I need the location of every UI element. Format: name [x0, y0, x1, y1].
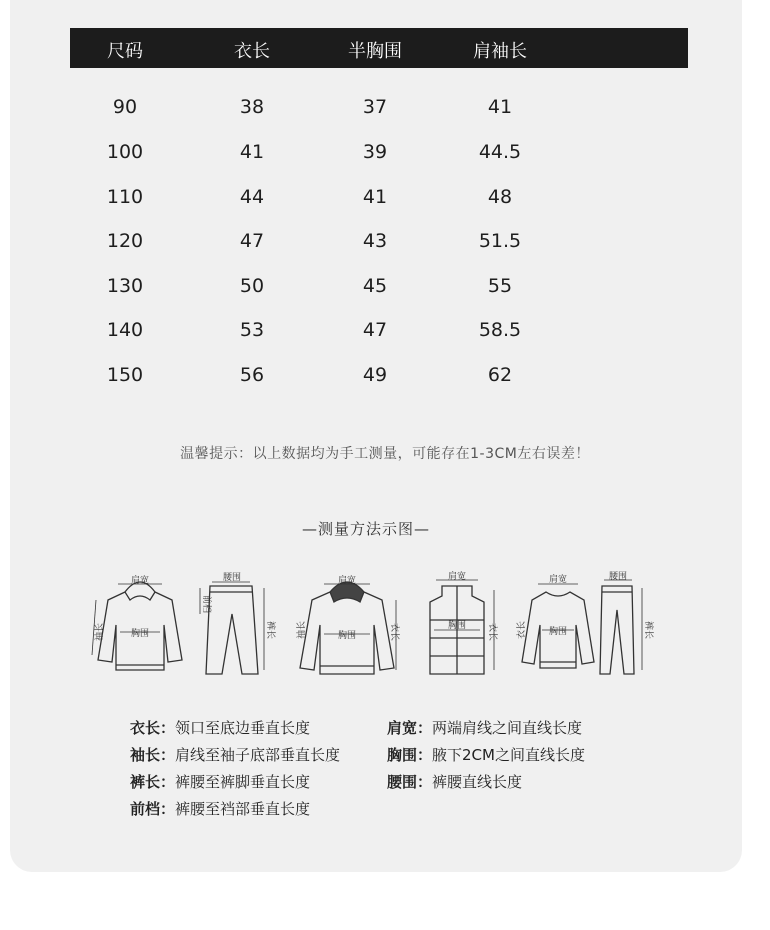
definition-desc: 两端肩线之间直线长度 — [432, 719, 583, 737]
label-waist: 腰围 — [222, 573, 242, 583]
cell-half-chest: 37 — [362, 96, 388, 118]
definition-item — [387, 771, 522, 792]
cell-shoulder-sleeve: 62 — [487, 364, 513, 386]
table-row — [70, 186, 688, 216]
cell-size: 150 — [106, 364, 144, 386]
definition-desc: 腋下2CM之间直线长度 — [432, 746, 585, 764]
label-length: 衣长 — [517, 620, 527, 640]
label-sleeve: 袖长 — [95, 622, 105, 642]
cell-half-chest: 49 — [362, 364, 388, 386]
table-row — [70, 96, 688, 126]
label-shoulder: 肩宽 — [447, 572, 467, 582]
definition-desc: 裤腰至裤脚垂直长度 — [175, 773, 311, 791]
pants-illustration — [192, 570, 275, 680]
cell-size: 110 — [106, 186, 144, 208]
table-row — [70, 275, 688, 305]
definition-term: 肩宽： — [387, 719, 433, 737]
sweatshirt-illustration — [518, 570, 598, 680]
jogger-illustration — [592, 570, 652, 680]
cell-half-chest: 43 — [362, 230, 388, 252]
cell-shoulder-sleeve: 58.5 — [478, 319, 522, 341]
definition-item — [387, 744, 585, 765]
header-size: 尺码 — [107, 41, 143, 62]
label-rise: 前档 — [201, 594, 211, 614]
label-shoulder: 肩宽 — [337, 576, 357, 586]
cell-shoulder-sleeve: 48 — [487, 186, 513, 208]
header-shoulder-sleeve: 肩袖长 — [473, 41, 527, 62]
definition-item — [130, 798, 310, 819]
definition-desc: 肩线至袖子底部垂直长度 — [175, 746, 341, 764]
header-length: 衣长 — [234, 41, 270, 62]
definition-item — [130, 744, 340, 765]
cell-shoulder-sleeve: 51.5 — [478, 230, 522, 252]
label-shoulder: 肩宽 — [130, 576, 150, 586]
cell-shoulder-sleeve: 41 — [487, 96, 513, 118]
definition-term: 裤长： — [130, 773, 176, 791]
definition-term: 胸围： — [387, 746, 433, 764]
vest-illustration — [412, 570, 502, 680]
label-chest: 胸围 — [548, 627, 568, 637]
definition-term: 袖长： — [130, 746, 176, 764]
table-row — [70, 230, 688, 260]
label-chest: 胸围 — [130, 629, 150, 639]
table-row — [70, 319, 688, 349]
cell-half-chest: 41 — [362, 186, 388, 208]
definition-item — [130, 717, 310, 738]
label-pants-length: 裤长 — [265, 620, 275, 640]
label-sleeve: 袖长 — [297, 620, 307, 640]
method-title: —测量方法示图— — [301, 520, 430, 538]
definition-desc: 领口至底边垂直长度 — [175, 719, 311, 737]
cell-size: 90 — [112, 96, 138, 118]
measurement-tip: 温馨提示：以上数据均为手工测量，可能存在1-3CM左右误差！ — [180, 446, 590, 462]
definition-term: 前档： — [130, 800, 176, 818]
definition-desc: 裤腰至裆部垂直长度 — [175, 800, 311, 818]
size-table — [70, 0, 688, 400]
label-pants-length: 裤长 — [643, 620, 653, 640]
cell-shoulder-sleeve: 55 — [487, 275, 513, 297]
cell-half-chest: 47 — [362, 319, 388, 341]
cell-length: 38 — [239, 96, 265, 118]
label-waist: 腰围 — [608, 572, 628, 582]
cell-length: 53 — [239, 319, 265, 341]
definition-item — [130, 771, 310, 792]
cell-size: 100 — [106, 141, 144, 163]
label-length: 衣长 — [487, 622, 497, 642]
definition-item — [387, 717, 582, 738]
definition-term: 衣长： — [130, 719, 176, 737]
cell-size: 130 — [106, 275, 144, 297]
cell-length: 47 — [239, 230, 265, 252]
definition-desc: 裤腰直线长度 — [432, 773, 523, 791]
cell-half-chest: 39 — [362, 141, 388, 163]
cell-length: 50 — [239, 275, 265, 297]
label-shoulder: 肩宽 — [548, 575, 568, 585]
label-length: 衣长 — [389, 622, 399, 642]
padded-hoodie-illustration — [292, 570, 402, 680]
cell-half-chest: 45 — [362, 275, 388, 297]
cell-length: 44 — [239, 186, 265, 208]
cell-size: 140 — [106, 319, 144, 341]
cell-length: 56 — [239, 364, 265, 386]
header-half-chest: 半胸围 — [348, 41, 402, 62]
label-chest: 胸围 — [447, 621, 467, 631]
table-row — [70, 141, 688, 171]
label-chest: 胸围 — [337, 631, 357, 641]
cell-length: 41 — [239, 141, 265, 163]
definition-term: 腰围： — [387, 773, 433, 791]
hoodie-illustration — [90, 570, 190, 680]
table-row — [70, 364, 688, 394]
cell-size: 120 — [106, 230, 144, 252]
cell-shoulder-sleeve: 44.5 — [478, 141, 522, 163]
